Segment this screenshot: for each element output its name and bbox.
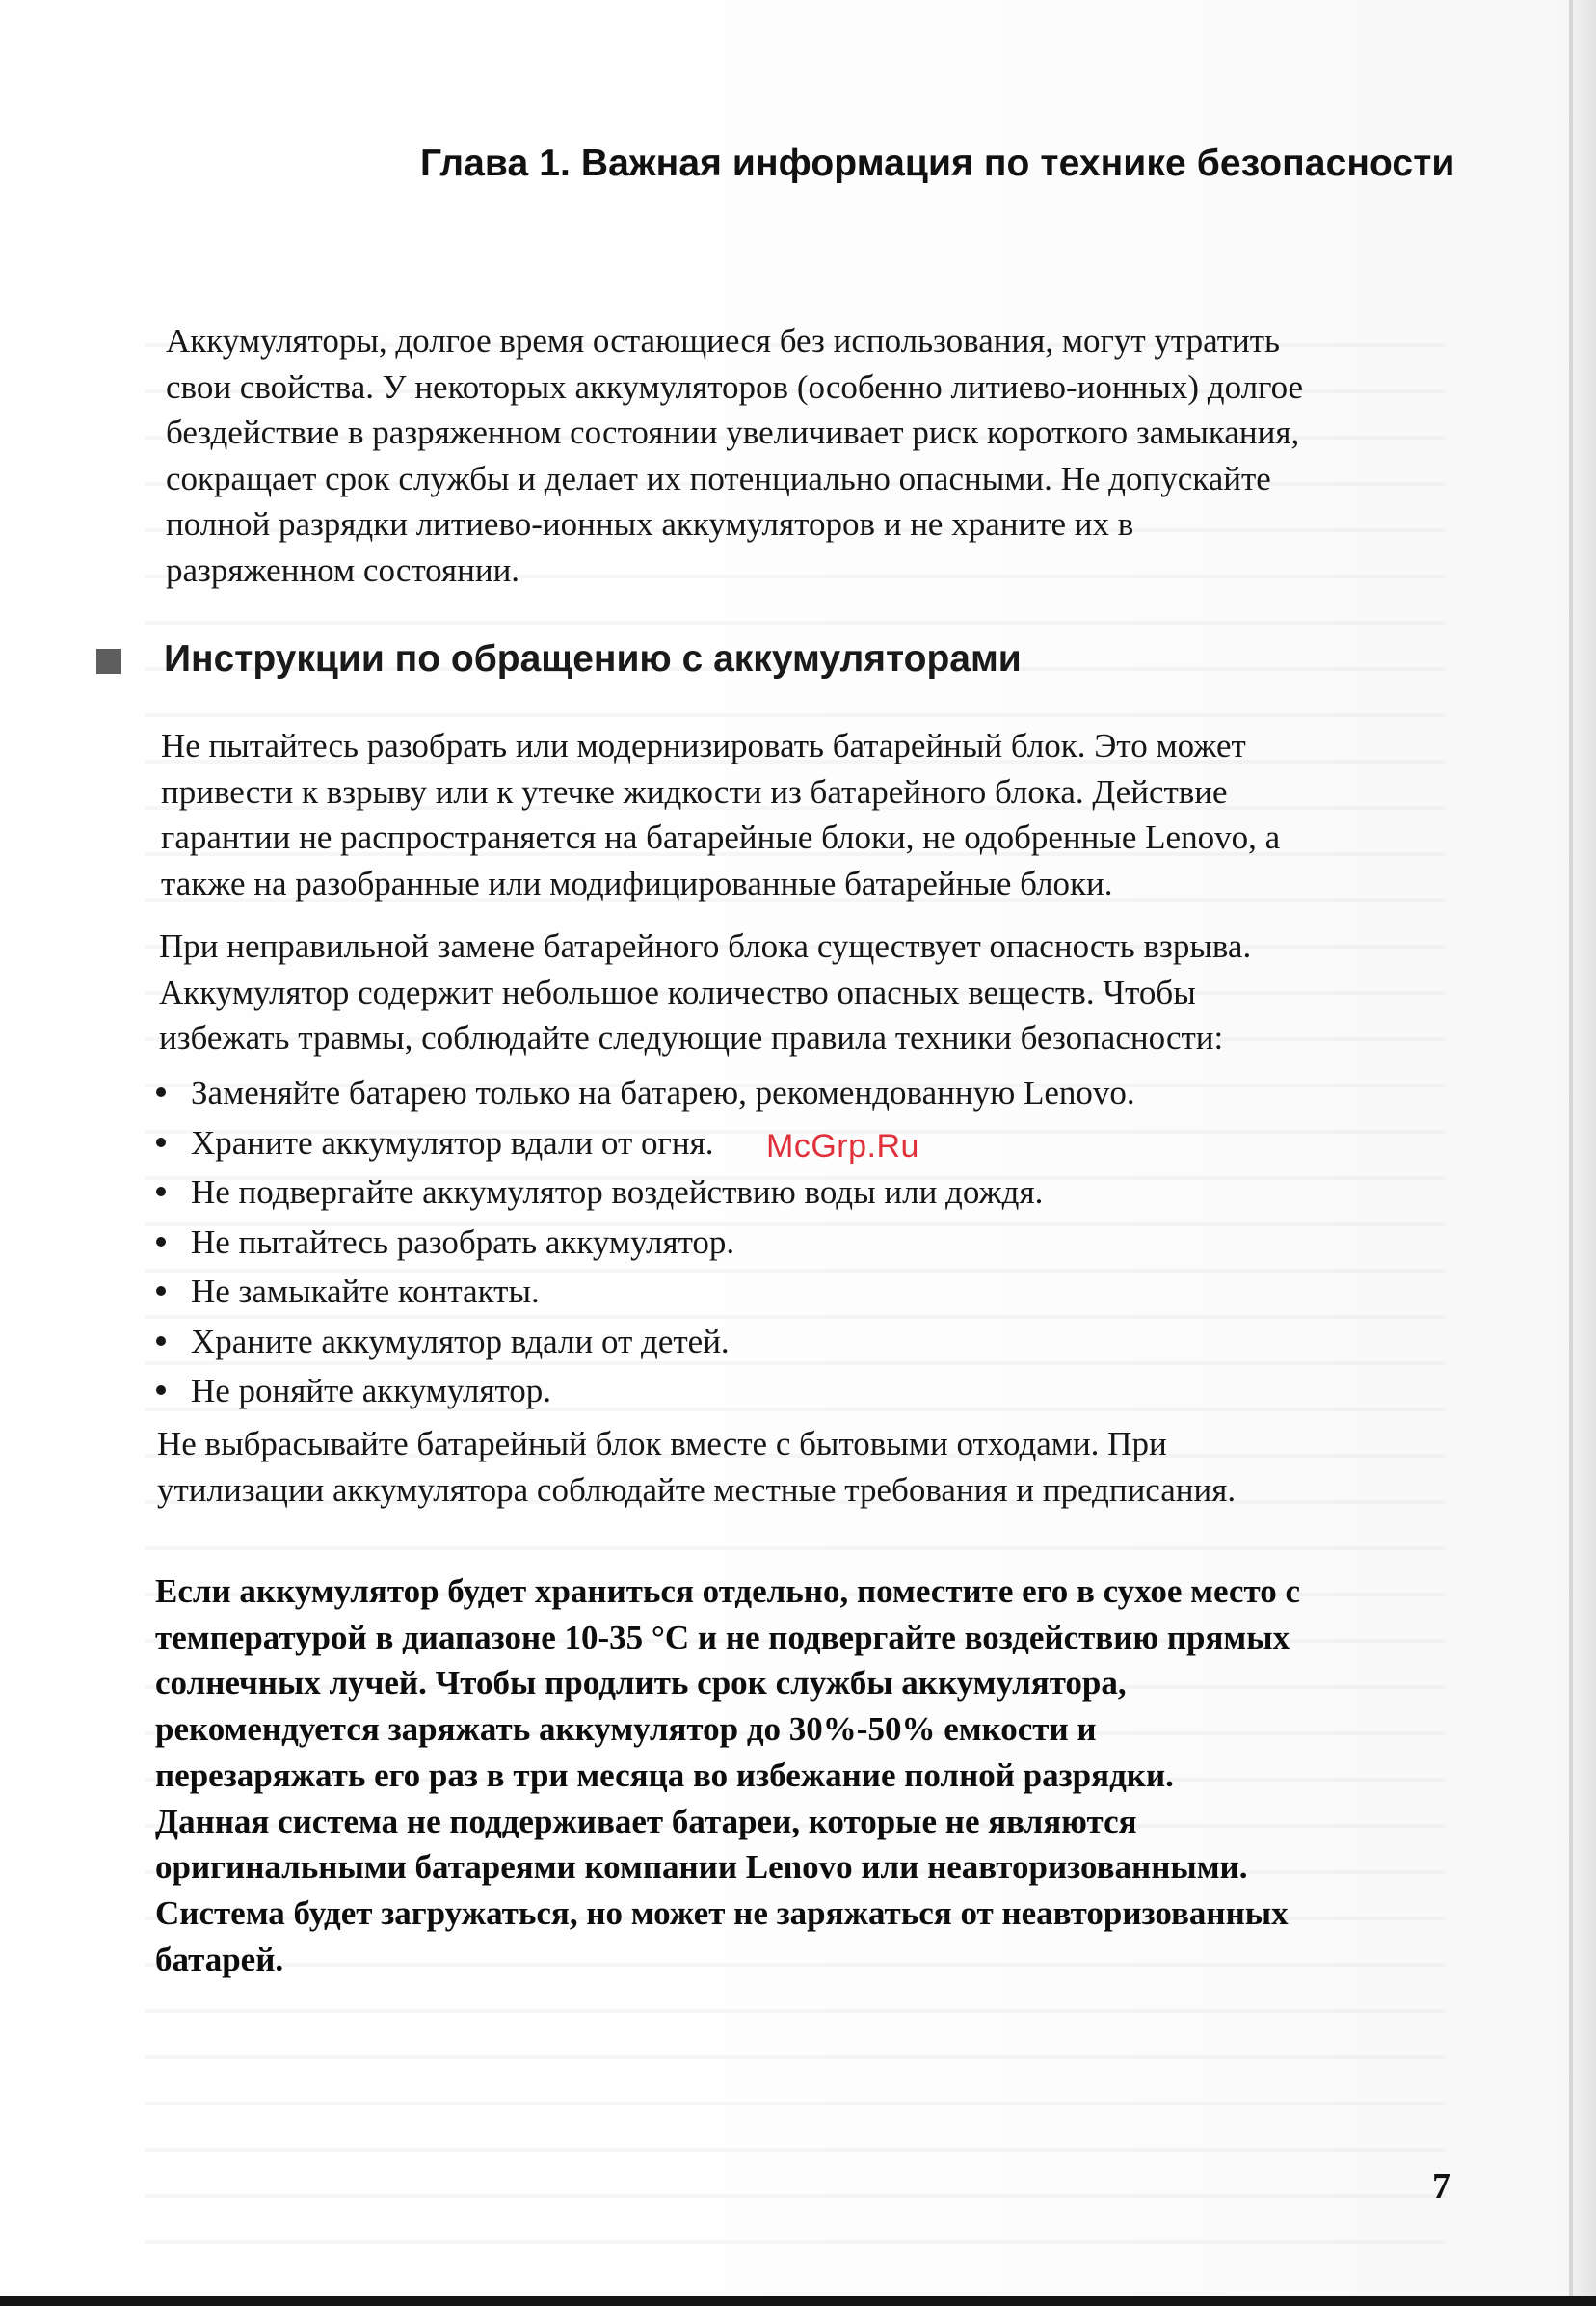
- bullet-dot-icon: [156, 1237, 166, 1247]
- list-item: [154, 1167, 1135, 1218]
- disassembly-warning-paragraph: [161, 723, 1280, 906]
- intro-line: сокращает срок службы и делает их потенциально опасными. Не допускайте: [166, 459, 1271, 497]
- list-item: [154, 1317, 1135, 1367]
- list-item-text: Не пытайтесь разобрать аккумулятор.: [191, 1222, 735, 1261]
- replacement-warning-paragraph: [159, 924, 1251, 1061]
- section-heading-text: Инструкции по обращению с аккумуляторами: [164, 638, 1022, 680]
- paragraph-line: оригинальными батареями компании Lenovo или неавторизованными.: [155, 1848, 1248, 1887]
- safety-rules-list: [154, 1068, 1135, 1416]
- intro-paragraph: [166, 318, 1303, 593]
- list-item-text: Заменяйте батарею только на батарею, рекомендованную Lenovo.: [191, 1074, 1135, 1112]
- paragraph-line: Данная система не поддерживает батареи, которые не являются: [155, 1802, 1137, 1840]
- list-item: [154, 1366, 1135, 1416]
- watermark-text: McGrp.Ru: [766, 1128, 919, 1165]
- scan-bottom-edge: [0, 2296, 1596, 2306]
- intro-line: бездействие в разряженном состоянии увеличивает риск короткого замыкания,: [166, 414, 1300, 451]
- paragraph-line: температурой в диапазоне 10-35 °C и не подвергайте воздействию прямых: [155, 1618, 1290, 1656]
- paragraph-line: Если аккумулятор будет храниться отдельно, поместите его в сухое место с: [155, 1572, 1300, 1610]
- paragraph-line: также на разобранные или модифицированные батарейные блоки.: [161, 864, 1113, 902]
- page-edge-shadow: [1573, 0, 1596, 2306]
- paragraph-line: солнечных лучей. Чтобы продлить срок службы аккумулятора,: [155, 1664, 1127, 1703]
- list-item: [154, 1068, 1135, 1118]
- paragraph-line: Не пытайтесь разобрать или модернизировать батарейный блок. Это может: [161, 727, 1246, 764]
- paragraph-line: рекомендуется заряжать аккумулятор до 30%-50% емкости и: [155, 1710, 1097, 1749]
- list-item-text: Храните аккумулятор вдали от детей.: [191, 1322, 730, 1360]
- chapter-title: Глава 1. Важная информация по технике безопасности: [420, 143, 1455, 184]
- paragraph-line: Аккумулятор содержит небольшое количество опасных веществ. Чтобы: [159, 973, 1196, 1011]
- paragraph-line: перезаряжать его раз в три месяца во избежание полной разрядки.: [155, 1756, 1174, 1794]
- list-item: [154, 1267, 1135, 1317]
- paragraph-line: батарей.: [155, 1940, 284, 1978]
- bullet-dot-icon: [156, 1336, 166, 1346]
- list-item-text: Не роняйте аккумулятор.: [191, 1372, 552, 1409]
- paragraph-line: гарантии не распространяется на батарейные блоки, не одобренные Lenovo, а: [161, 818, 1281, 856]
- intro-line: Аккумуляторы, долгое время остающиеся без использования, могут утратить: [166, 322, 1281, 360]
- list-item-text: Храните аккумулятор вдали от огня.: [191, 1123, 714, 1162]
- paragraph-line: утилизации аккумулятора соблюдайте местные требования и предписания.: [157, 1470, 1237, 1509]
- page-edge-line: [1569, 0, 1573, 2306]
- storage-notice-bold-paragraph: [155, 1569, 1300, 1982]
- disposal-paragraph: [157, 1421, 1236, 1513]
- bullet-dot-icon: [156, 1087, 166, 1097]
- square-bullet-icon: [96, 649, 121, 674]
- intro-line: разряженном состоянии.: [166, 550, 520, 589]
- list-item: [154, 1218, 1135, 1268]
- paragraph-line: При неправильной замене батарейного блока существует опасность взрыва.: [159, 927, 1252, 965]
- bullet-dot-icon: [156, 1286, 166, 1296]
- paragraph-line: привести к взрыву или к утечке жидкости из батарейного блока. Действие: [161, 772, 1228, 811]
- list-item: [154, 1118, 1135, 1168]
- bullet-dot-icon: [156, 1187, 166, 1196]
- page-number: 7: [1432, 2166, 1450, 2207]
- paragraph-line: избежать травмы, соблюдайте следующие правила техники безопасности:: [159, 1019, 1224, 1057]
- list-item-text: Не замыкайте контакты.: [191, 1273, 540, 1310]
- paragraph-line: Система будет загружаться, но может не заряжаться от неавторизованных: [155, 1893, 1289, 1932]
- bullet-dot-icon: [156, 1385, 166, 1395]
- list-item-text: Не подвергайте аккумулятор воздействию воды или дождя.: [191, 1173, 1044, 1211]
- intro-line: свои свойства. У некоторых аккумуляторов (особенно литиево-ионных) долгое: [166, 367, 1304, 406]
- section-heading: [96, 638, 1022, 681]
- intro-line: полной разрядки литиево-ионных аккумуляторов и не храните их в: [166, 505, 1134, 543]
- paragraph-line: Не выбрасывайте батарейный блок вместе с бытовыми отходами. При: [157, 1425, 1167, 1462]
- bullet-dot-icon: [156, 1138, 166, 1147]
